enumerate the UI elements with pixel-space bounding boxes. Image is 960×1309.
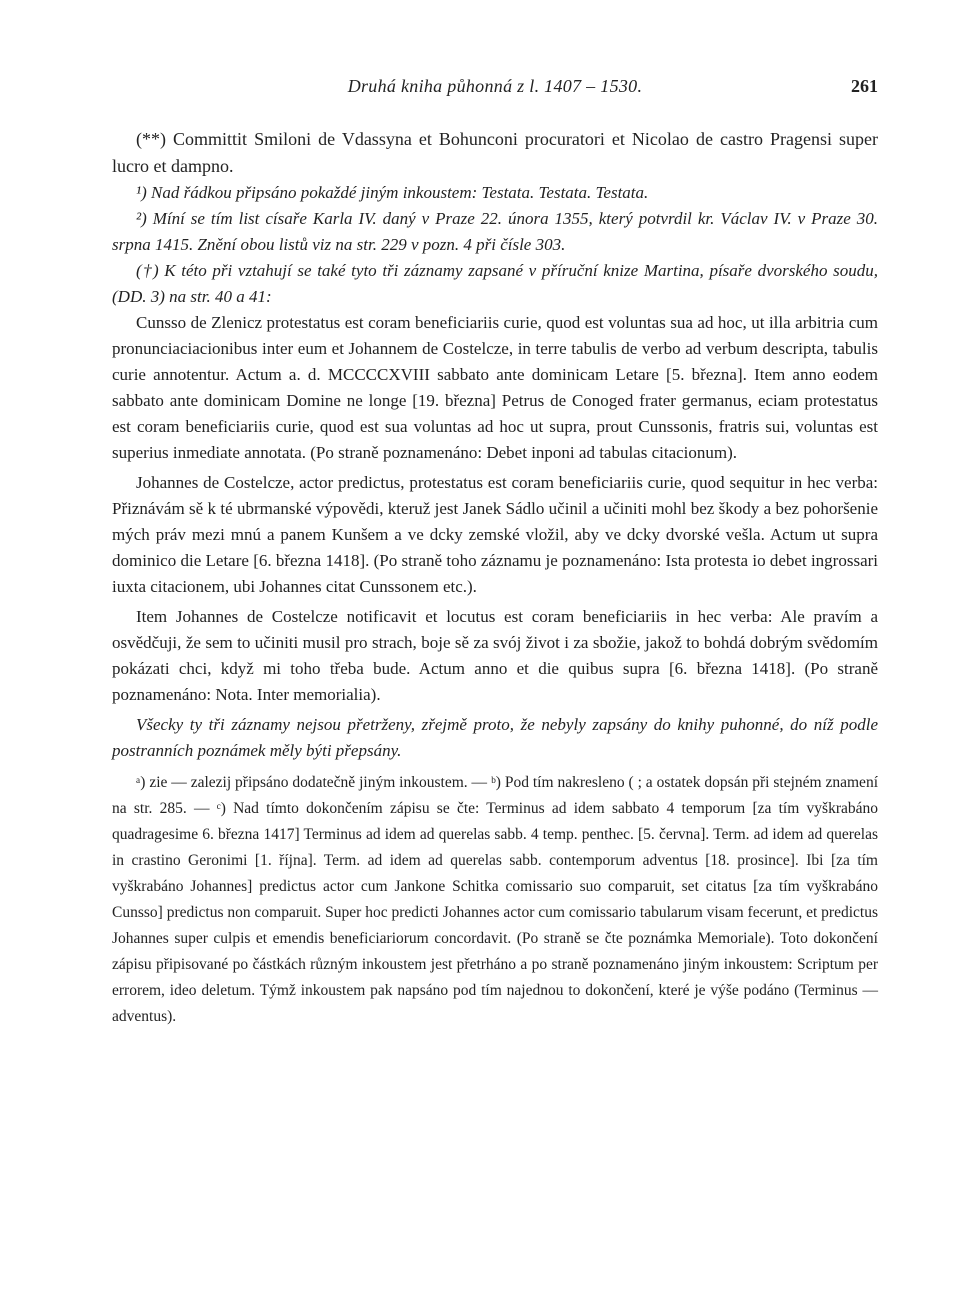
body-paragraph-3: Item Johannes de Costelcze notificavit et locutus est coram beneficiariis in hec verba: Ale pravím a osvědčuji, že sem to učiniti musil pro strach, boje sě za svój život i za sbožie, jakož to bohdá dobrým svědomím pokázati chci, když mi toho třeba bude. Actum anno et die quibus supra [6. března 1418]. (Po straně poznamenáno: Nota. Inter memorialia). [112,607,878,704]
body-paragraph-1: Cunsso de Zlenicz protestatus est coram beneficiariis curie, quod est voluntas sua ad hoc, ut illa arbitria cum pronunciaciacionibus inter eum et Johannem de Costelcze, in terre tabulis de verbo ad verbum descripta, tabulis curie annotentur. Actum a. d. MCCCCXVIII sabbato ante dominicam Letare [5. března]. Item anno eodem sabbato ante dominicam Domine ne longe [19. března] Petrus de Conoged frater germanus, eciam protestatus est coram beneficiariis curie, quod est sua voluntas ad hoc ut supra, prout Cunssonis, fratris sui, voluntas est superius inmediate annotata. (Po straně poznamenáno: Debet inponi ad tabulas citacionum). [112,313,878,462]
note-1: ¹) Nad řádkou připsáno pokaždé jiným inkoustem: Testata. Testata. Testata. [136,183,649,202]
note-3: (†) K této při vztahují se také tyto tři záznamy zapsané v příruční knize Martina, písaře dvorského soudu, (DD. 3) na str. 40 a 41: [112,261,878,306]
page-header [112,72,878,108]
body-paragraph-4: Všecky ty tři záznamy nejsou přetrženy, zřejmě proto, že nebyly zapsány do knihy puhonné, do níž podle postranních poznámek měly býti přepsány. [112,715,878,760]
page-number: 261 [851,76,878,96]
document-page [112,72,878,1030]
footnotes: ᵃ) zie — zalezij připsáno dodatečně jiným inkoustem. — ᵇ) Pod tím nakresleno ( ; a ostatek dopsán při stejném znamení na str. 285. — ᶜ) Nad tímto dokončením zápisu se čte: Terminus ad idem sabbato 4 temporum [za tím vyškrabáno quadragesime 6. března 1417] Terminus ad idem ad querelas sabb. 4 temp. penthec. [5. června]. Term. ad idem ad querelas in crastino Geronimi [1. října]. Term. ad idem ad querelas sabb. contemporum adventus [18. prosince]. Ibi [za tím vyškrabáno Johannes] predictus actor cum Jankone Schitka comissario suo comparuit, set citatus [za tím vyškrabáno Cunsso] predictus non comparuit. Super hoc predicti Johannes actor cum comissario tabularum visam fecerunt, et predictus Johannes super culpis et emendis beneficiariorum concordavit. (Po straně se čte poznámka Memoriale). Toto dokončení zápisu připisované po částkách různým inkoustem jest přetrháno a po straně poznamenáno jiným inkoustem: Scriptum per errorem, ideo deletum. Týmž inkoustem pak napsáno pod tím najednou to dokončení, které je výše podáno (Terminus — adventus). [112,774,878,1025]
paragraph-committit: (**) Committit Smiloni de Vdassyna et Bohunconi procuratori et Nicolao de castro Pragensi super lucro et dampno. [112,129,878,176]
note-2: ²) Míní se tím list císaře Karla IV. daný v Praze 22. února 1355, který potvrdil kr. Václav IV. v Praze 30. srpna 1415. Znění obou listů viz na str. 229 v pozn. 4 při čísle 303. [112,209,878,254]
running-title: Druhá kniha půhonná z l. 1407 – 1530. [347,76,643,96]
body-paragraph-2: Johannes de Costelcze, actor predictus, protestatus est coram beneficiariis curie, quod sequitur in hec verba: Přiznávám sě k té ubrmanské výpovědi, kteruž jest Janek Sádlo učinil a učiniti mohl bez škody a bez pohoršenie mých práv mezi mnú a panem Kunšem a ve dcky zemské vložil, aby ve dcky dvorské vešla. Actum ut supra dominico die Letare [6. března 1418]. (Po straně toho záznamu je poznamenáno: Ista protesta io debet ingrossari iuxta citacionem, ubi Johannes citat Cunssonem etc.). [112,473,878,596]
